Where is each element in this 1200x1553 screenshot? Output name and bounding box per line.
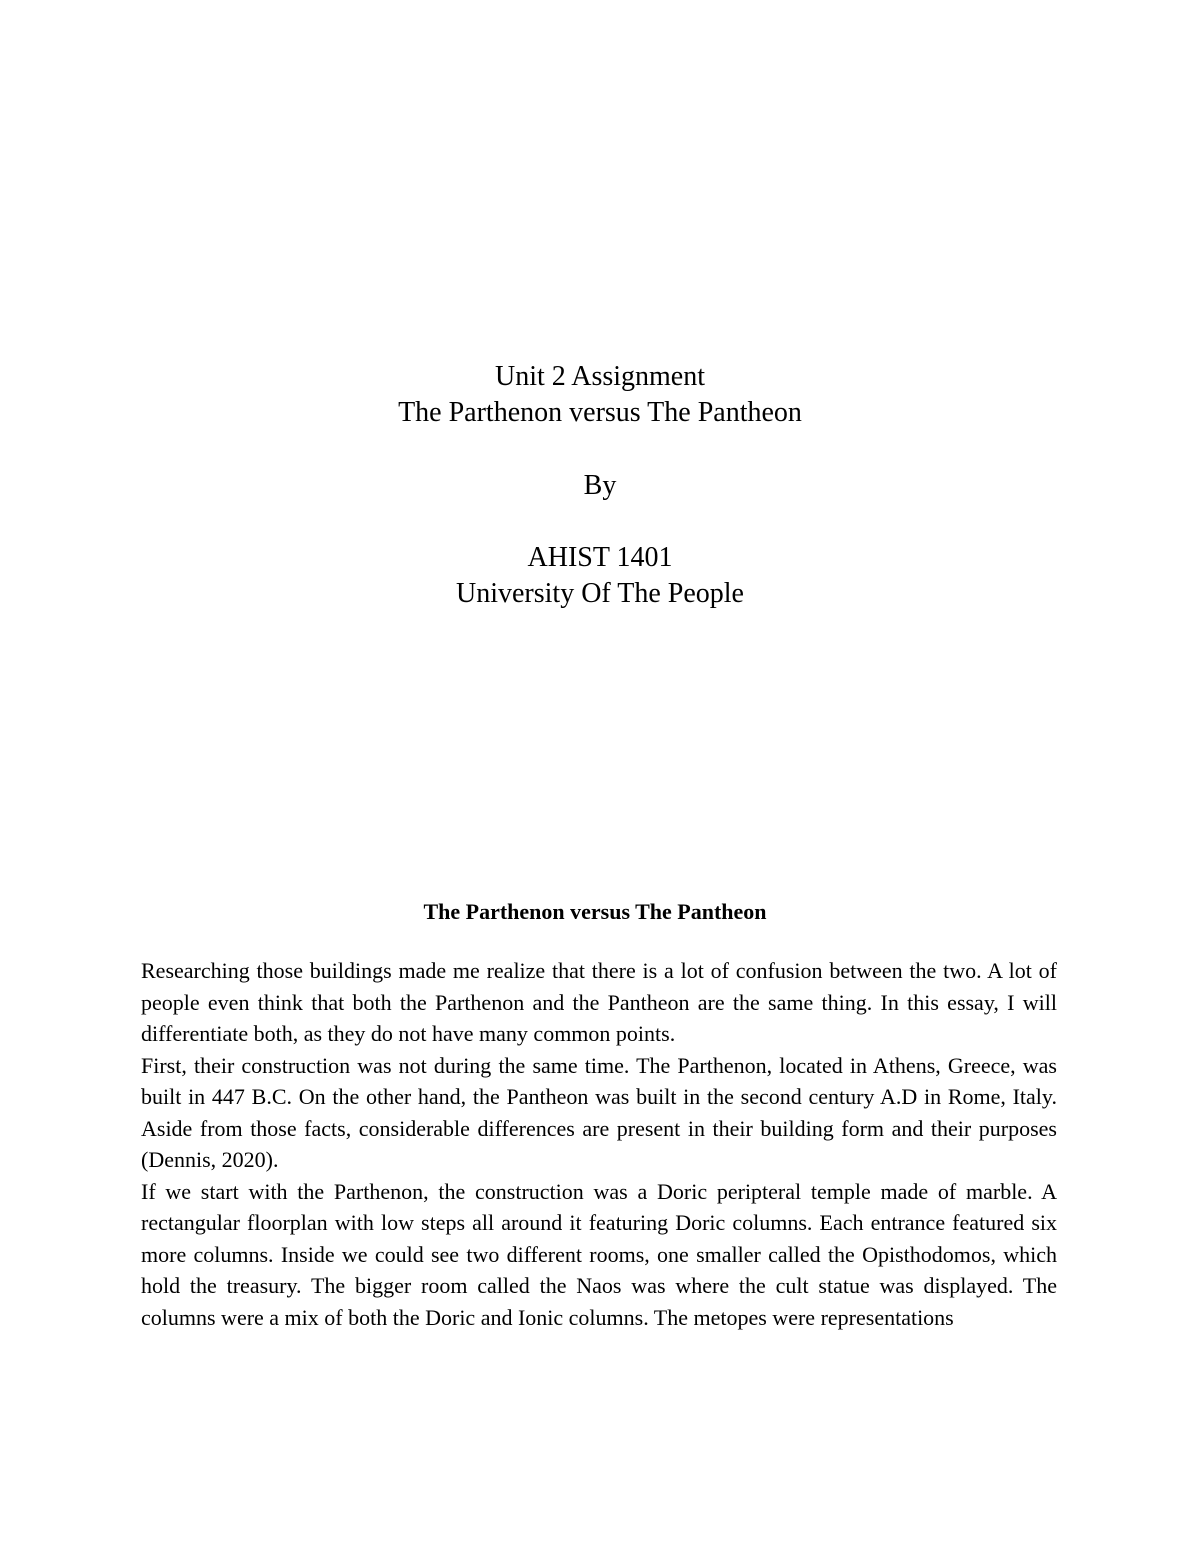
cover-subtitle: The Parthenon versus The Pantheon [398, 397, 802, 428]
essay-paragraph-3: If we start with the Parthenon, the construction was a Doric peripteral temple made of marble. A rectangular floorplan with low steps all around it featuring Doric columns. Each entrance featured six more columns. Inside we could see two different rooms, one smaller called the Opisthodomos, which hold the treasury. The bigger room called the Naos was where the cult statue was displayed. The columns were a mix of both the Doric and Ionic columns. The metopes were representations [141, 1178, 1057, 1330]
cover-course-code: AHIST 1401 [527, 542, 673, 573]
essay-paragraph-2: First, their construction was not during the same time. The Parthenon, located in Athens, Greece, was built in 447 B.C. On the other hand, the Pantheon was built in the second century A.D in Rome, Italy. Aside from those facts, considerable differences are present in their building form and their purposes (Dennis, 2020). [141, 1052, 1057, 1172]
essay-paragraph-1: Researching those buildings made me realize that there is a lot of confusion between the two. A lot of people even think that both the Parthenon and the Pantheon are the same thing. In this essay, I will differentiate both, as they do not have many common points. [141, 958, 1057, 1046]
cover-university: University Of The People [456, 578, 744, 609]
cover-title: Unit 2 Assignment [494, 361, 705, 392]
essay-heading: The Parthenon versus The Pantheon [423, 899, 767, 924]
essay-body [141, 955, 1057, 1333]
cover-by-label: By [583, 470, 617, 501]
